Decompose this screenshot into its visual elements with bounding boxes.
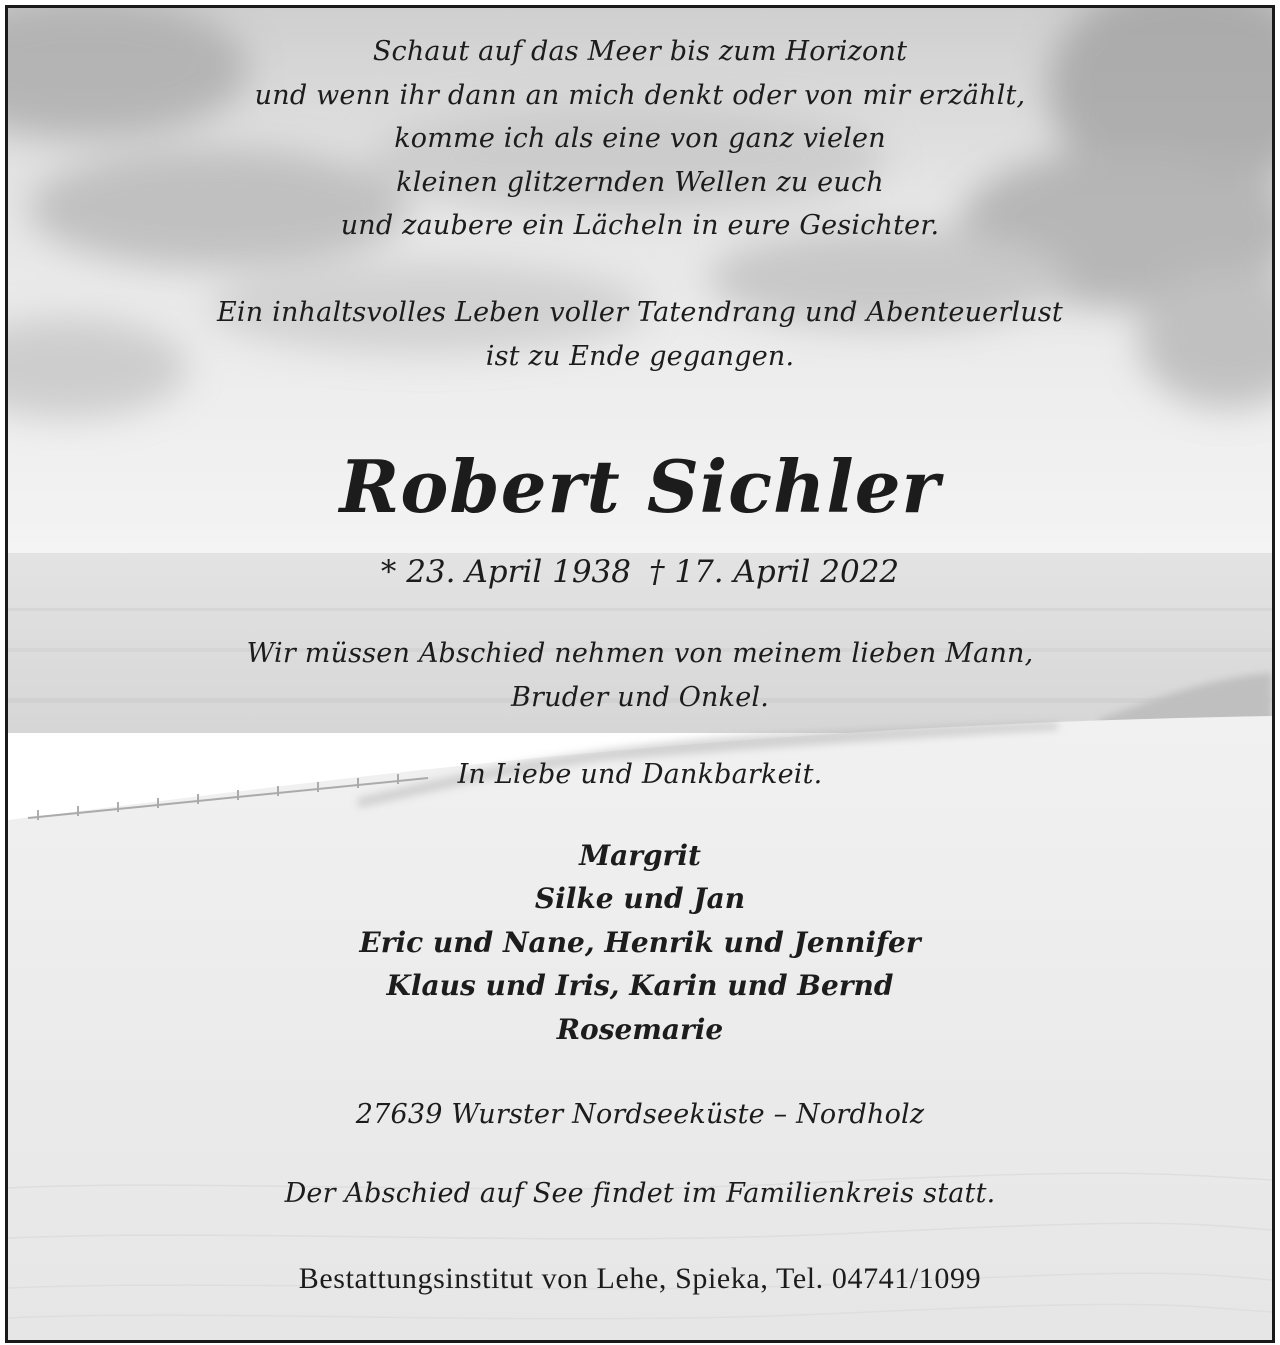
poem-line-3: komme ich als eine von ganz vielen [394,123,886,154]
intro-line-2: ist zu Ende gegangen. [485,341,795,372]
farewell-line-1: Wir müssen Abschied nehmen von meinem lieben Mann, [246,638,1034,669]
birth-date: * 23. April 1938 [380,554,631,590]
intro-line-1: Ein inhaltsvolles Leben voller Tatendrang und Abenteuerlust [217,297,1063,328]
farewell-line-2: Bruder und Onkel. [510,682,769,713]
life-dates [8,554,1272,590]
address-line: 27639 Wurster Nordseeküste – Nordholz [355,1099,925,1130]
undertaker-line: Bestattungsinstitut von Lehe, Spieka, Tel. 04741/1099 [298,1262,982,1295]
poem-line-5: und zaubere ein Lächeln in eure Gesichter. [340,210,940,241]
death-date: † 17. April 2022 [649,554,900,590]
family-line-3: Eric und Nane, Henrik und Jennifer [359,926,921,959]
obituary-frame [5,5,1275,1343]
deceased-name: Robert Sichler [339,444,941,529]
obituary-content [8,8,1272,1340]
poem-line-2: und wenn ihr dann an mich denkt oder von mir erzählt, [254,80,1026,111]
poem-line-1: Schaut auf das Meer bis zum Horizont [372,36,908,67]
family-line-1: Margrit [579,839,701,872]
family-line-2: Silke und Jan [534,882,746,915]
ceremony-line: Der Abschied auf See findet im Familienkreis statt. [284,1178,996,1209]
family-line-4: Klaus und Iris, Karin und Bernd [386,969,894,1002]
family-line-5: Rosemarie [556,1013,724,1046]
poem-line-4: kleinen glitzernden Wellen zu euch [396,167,884,198]
gratitude-line: In Liebe und Dankbarkeit. [457,759,823,790]
